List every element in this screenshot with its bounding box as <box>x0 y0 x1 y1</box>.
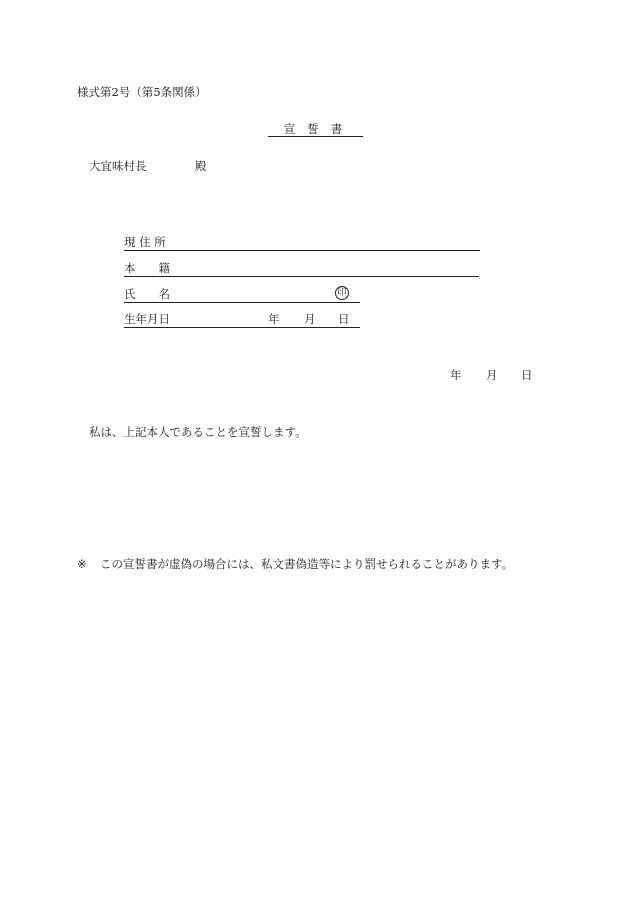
document-title: 宣誓書 <box>283 122 355 136</box>
current-address-line <box>124 250 480 251</box>
date-year-unit: 年 <box>450 368 462 382</box>
name-label: 氏 名 <box>124 287 170 301</box>
birth-month-unit: 月 <box>304 312 316 326</box>
birthdate-line <box>124 327 360 328</box>
date-month-unit: 月 <box>486 368 498 382</box>
registered-domicile-label: 本 籍 <box>124 261 170 275</box>
seal-mark: 印 <box>335 286 349 300</box>
note-text: この宣誓書が虚偽の場合には、私文書偽造等により罰せられることがあります。 <box>100 557 514 571</box>
registered-domicile-line <box>124 276 479 277</box>
addressee: 大宜味村長 <box>89 159 147 173</box>
birth-year-unit: 年 <box>268 312 280 326</box>
birth-day-unit: 日 <box>338 312 350 326</box>
note-mark: ※ <box>77 557 87 571</box>
declaration-text: 私は、上記本人であることを宣誓します。 <box>89 425 307 439</box>
date-day-unit: 日 <box>521 368 533 382</box>
birthdate-label: 生年月日 <box>124 312 170 326</box>
honorific: 殿 <box>195 159 207 173</box>
current-address-label: 現 住 所 <box>124 235 166 249</box>
name-line <box>124 302 360 303</box>
title-underline <box>268 136 363 137</box>
form-number: 様式第2号（第5条関係） <box>77 85 207 99</box>
